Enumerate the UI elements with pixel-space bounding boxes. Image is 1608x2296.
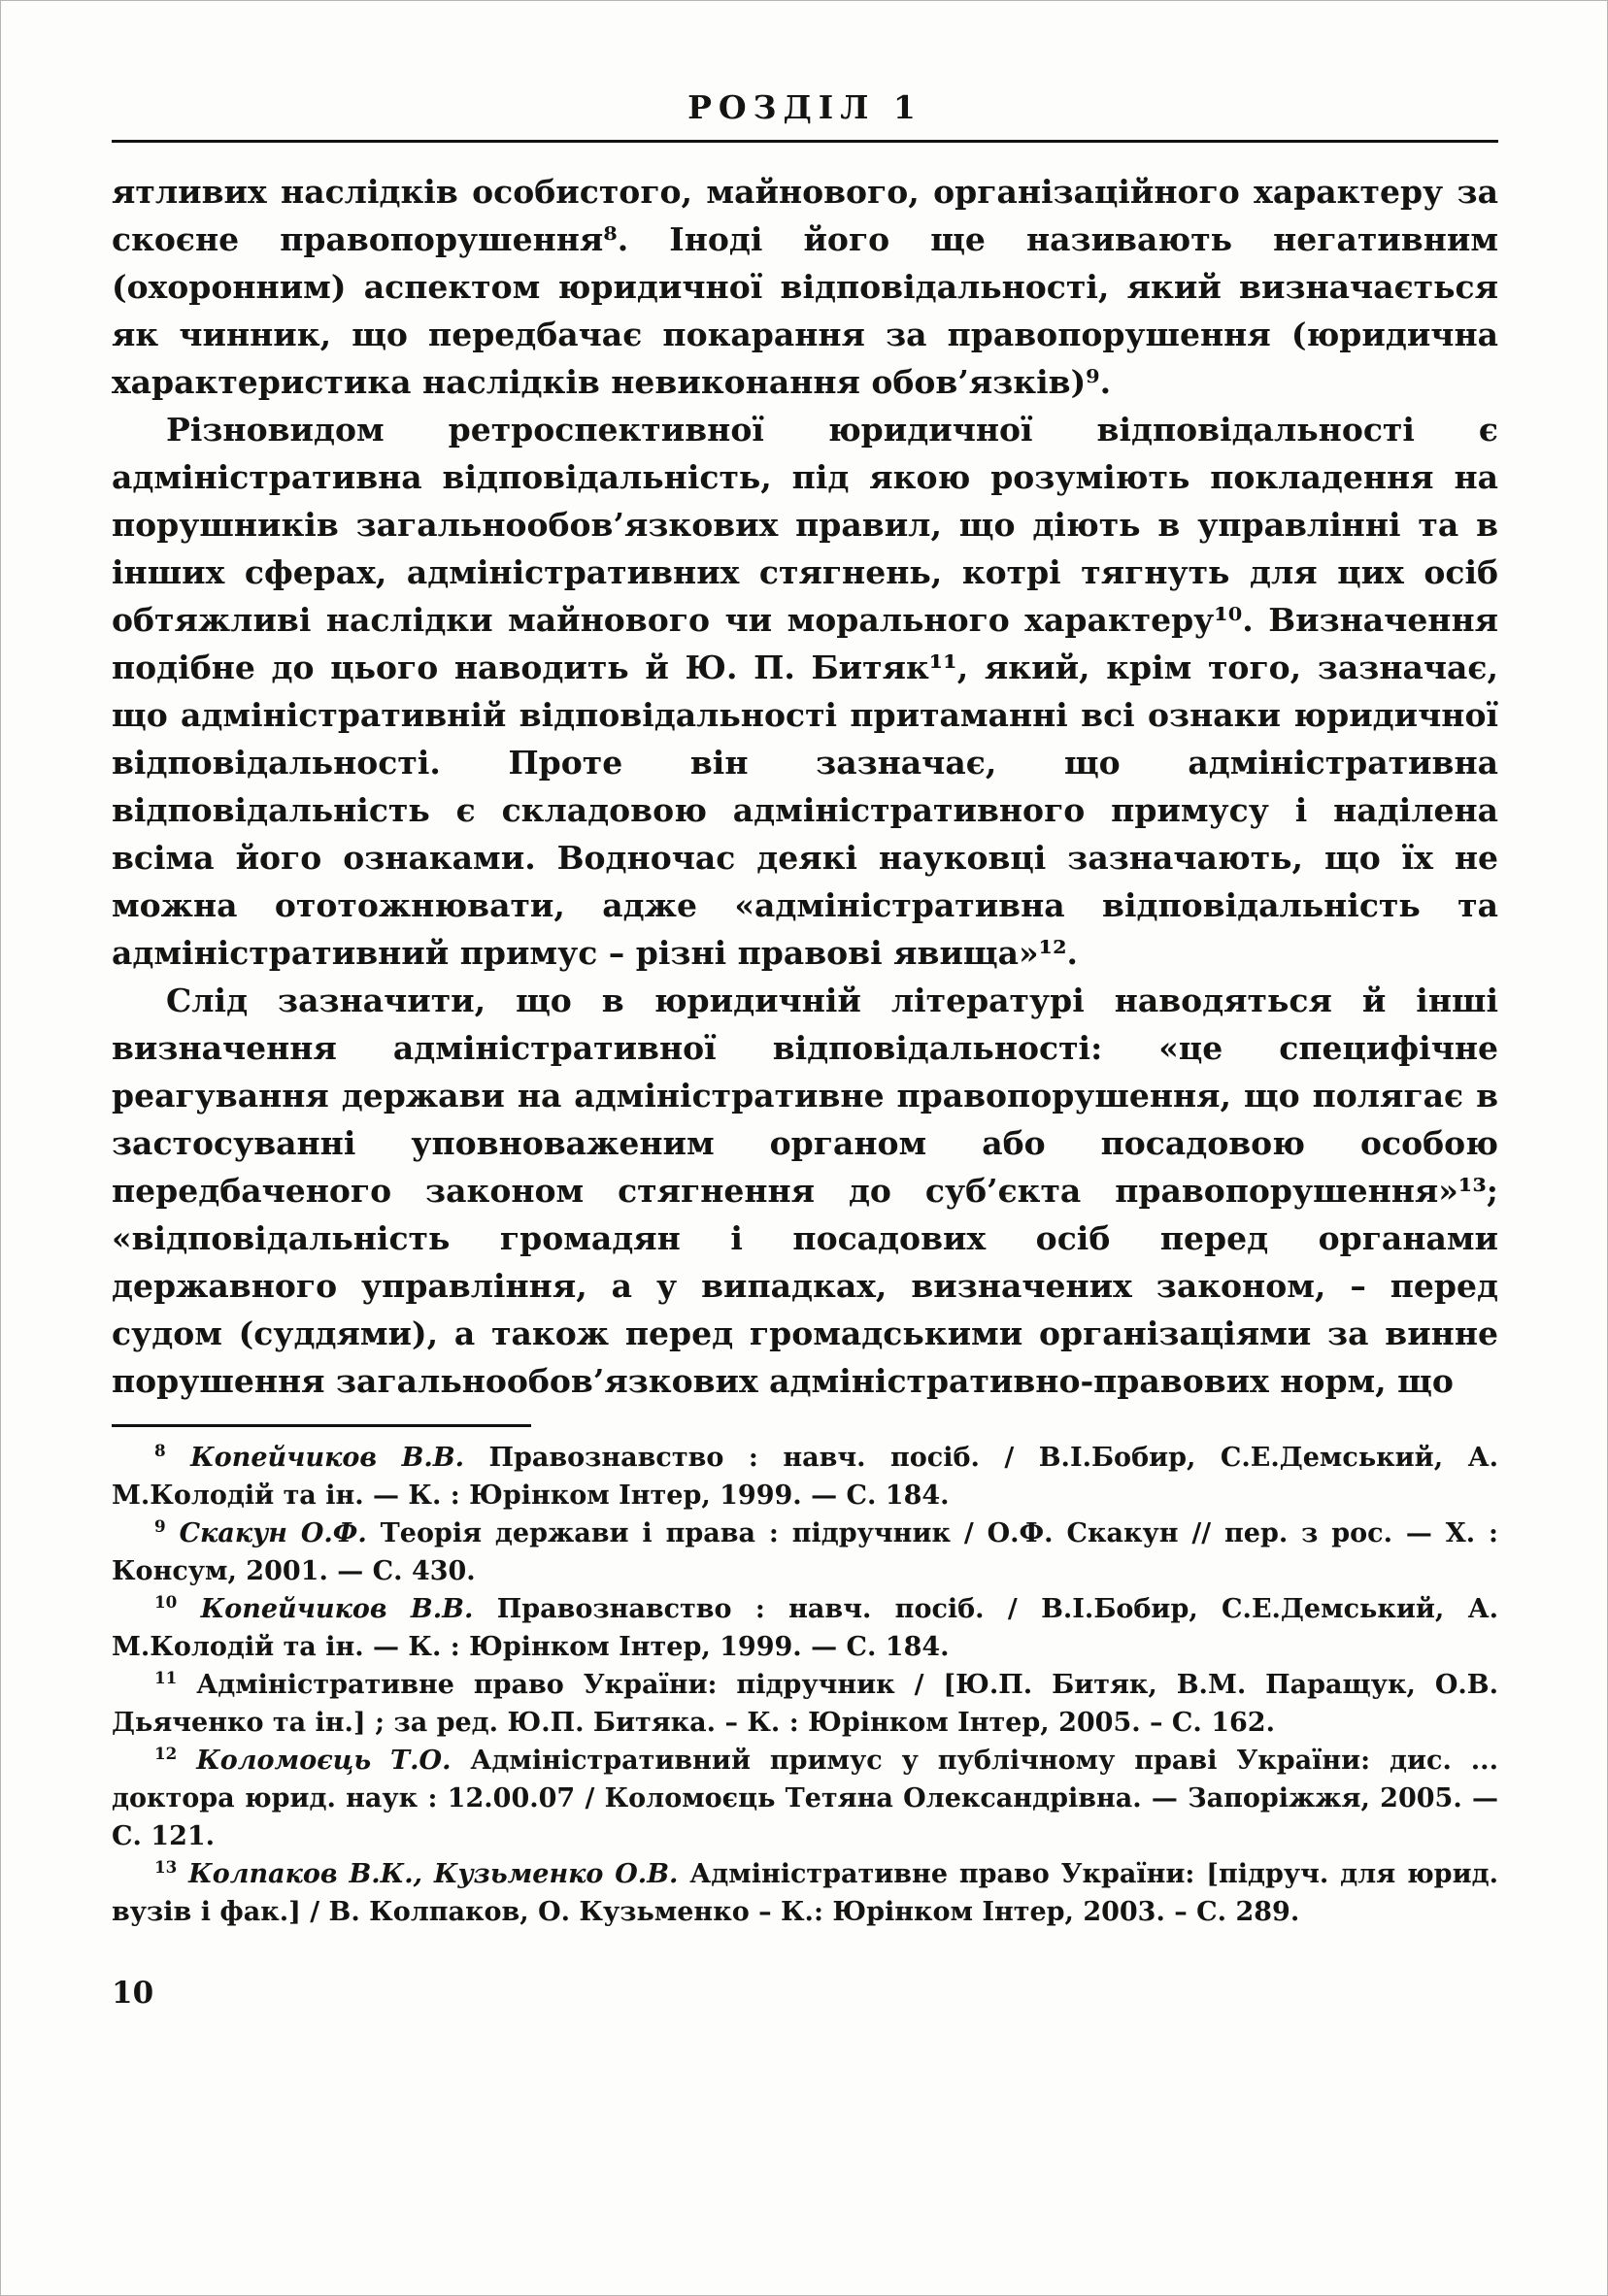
footnote-marker: 8	[154, 1441, 166, 1460]
footnote-author: Скакун О.Ф.	[179, 1518, 367, 1548]
footnote-separator-rule	[112, 1424, 531, 1427]
footnote-marker: 10	[154, 1592, 178, 1612]
page-number: 10	[112, 1976, 154, 2011]
chapter-header	[112, 88, 1498, 143]
footnote-text: Теорія держави і права : підручник / О.Ф. Скакун // пер. з рос. — Х. : Консум, 2001. — С. 430.	[112, 1518, 1498, 1586]
footnote-text: Правознавство : навч. посіб. / В.І.Бобир, С.Е.Демський, А. М.Колодій та ін. — К. : Юрінком Інтер, 1999. — С. 184.	[112, 1443, 1498, 1511]
footnote-text: Адміністративне право України: [підруч. для юрид. вузів і фак.] / В. Колпаков, О. Кузьменко – К.: Юрінком Інтер, 2003. – С. 289.	[112, 1859, 1498, 1927]
footnote-author: Колпаков В.К., Кузьменко О.В.	[188, 1859, 679, 1889]
footnote-text: Адміністративний примус у публічному праві України: дис. ... доктора юрид. наук : 12.00.07 / Коломоєць Тетяна Олександрівна. — Запоріжжя, 2005. — С. 121.	[112, 1746, 1498, 1851]
footnote-author: Копейчиков В.В.	[190, 1443, 465, 1473]
body-paragraph: ятливих наслідків особистого, майнового, організаційного характеру за скоєне правопорушення⁸. Іноді його ще називають негативним (охоронним) аспектом юридичної відповідальності, який визначається як чинник, що передбачає покарання за правопорушення (юридична характеристика наслідків невиконання обов’язків)⁹.	[112, 173, 1498, 401]
header-rule	[112, 140, 1498, 143]
footnote-marker: 9	[154, 1516, 166, 1536]
footnote	[112, 1590, 1498, 1666]
chapter-title: РОЗДІЛ 1	[687, 88, 922, 126]
footnote-marker: 11	[154, 1668, 178, 1687]
body-paragraph: Слід зазначити, що в юридичній літературі наводяться й інші визначення адміністративної відповідальності: «це специфічне реагування держави на адміністративне правопорушення, що полягає в застосуванні уповноваженим органом або посадовою особою передбаченого законом стягнення до суб’єкта правопорушення»¹³; «відповідальність громадян і посадових осіб перед органами державного управління, а у випадках, визначених законом, – перед судом (суддями), а також перед громадськими організаціями за винне порушення загальнообов’язкових адміністративно-правових норм, що	[112, 982, 1498, 1400]
footnote-text: Правознавство : навч. посіб. / В.І.Бобир, С.Е.Демський, А. М.Колодій та ін. — К. : Юрінком Інтер, 1999. — С. 184.	[112, 1594, 1499, 1662]
footnote-author: Коломоєць Т.О.	[196, 1746, 452, 1776]
footnote-marker: 13	[154, 1857, 178, 1877]
footnote	[112, 1439, 1498, 1514]
footnote-marker: 12	[154, 1744, 178, 1763]
footnote	[112, 1742, 1498, 1855]
footnote	[112, 1666, 1498, 1742]
footnotes-list	[112, 1439, 1498, 1931]
footnote-author: Копейчиков В.В.	[200, 1594, 474, 1624]
footnote-text: Адміністративне право України: підручник / [Ю.П. Битяк, В.М. Паращук, О.В. Дьяченко та ін.] ; за ред. Ю.П. Битяка. – К. : Юрінком Інтер, 2005. – С. 162.	[112, 1670, 1498, 1738]
body-paragraph: Різновидом ретроспективної юридичної відповідальності є адміністративна відповідальність, під якою розуміють покладення на порушників загальнообов’язкових правил, що діють в управлінні та в інших сферах, адміністративних стягнень, котрі тягнуть для цих осіб обтяжливі наслідки майнового чи морального характеру¹⁰. Визначення подібне до цього наводить й Ю. П. Битяк¹¹, який, крім того, зазначає, що адміністративній відповідальності притаманні всі ознаки юридичної відповідальності. Проте він зазначає, що адміністративна відповідальність є складовою адміністративного примусу і наділена всіма його ознаками. Водночас деякі науковці зазначають, що їх не можна ототожнювати, адже «адміністративна відповідальність та адміністративний примус – різні правові явища»¹².	[112, 411, 1498, 972]
footnote	[112, 1514, 1498, 1590]
footnote	[112, 1855, 1498, 1931]
body-text	[112, 168, 1498, 1405]
